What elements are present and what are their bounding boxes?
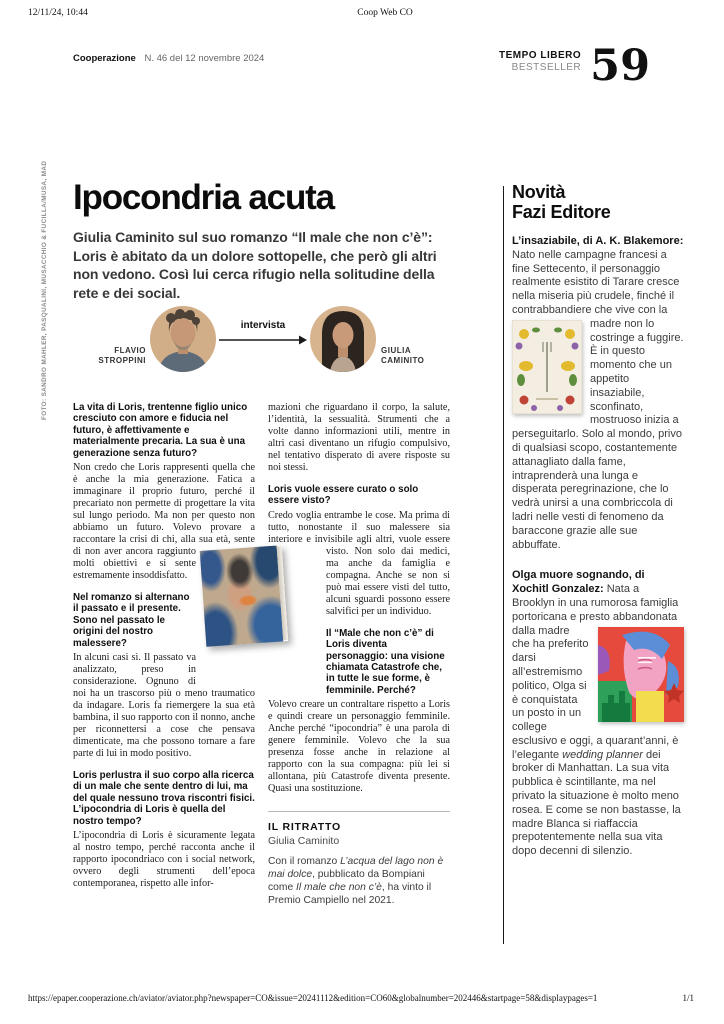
answer-4 [268, 510, 450, 618]
interviewer-photo [150, 306, 216, 372]
article-standfirst: Giulia Caminito sul suo romanzo “Il male che non c’è”: Loris è abitato da un dolore sottopelle, che però gli altri non vedono. Così lui cerca rifugio nella solitudine della rete e dei social. [73, 229, 437, 301]
olga-cover-illustration [598, 627, 684, 722]
print-page-indicator: 1/1 [682, 993, 694, 1003]
interviewee-photo [310, 306, 376, 372]
sidebar-entry-insaziabile [512, 235, 684, 552]
book-cover-il-male-che-non-ce [200, 545, 288, 646]
entry-text: Nata a Brooklyn in una rumorosa famiglia portoricana e presto abbandonata dalla madre [512, 583, 679, 637]
answer-5: Volevo creare un contraltare rispetto a Loris e quindi creare un personaggio femminile. Anche perché “ipocondria” è una parola di genere femminile. Volevo che la sua presenza fosse anche in relazione al rapporto con la sua compagna: più lei si allontana, più Catastrofe diventa presente. Quasi una sostituzione. [268, 699, 450, 795]
article-column-2 [268, 402, 450, 907]
sidebar-title-line1: Novità [512, 182, 566, 202]
print-datetime: 12/11/24, 10:44 [28, 8, 88, 18]
arrow-right-icon [219, 334, 307, 346]
sidebar-title-line2: Fazi Editore [512, 202, 611, 222]
entry-text-italic: wedding planner [562, 748, 643, 761]
photo-credit: FOTO: SANDRO MAHLER, PASQUALINI, MUSACCHIO & FUCILLA/MUSA, MAD [41, 160, 48, 420]
sidebar-entry-olga [512, 569, 684, 859]
book-title-italic: L’acqua del lago non è mai dolce [268, 856, 444, 881]
profile-text: , pubblicato da Bompiani come [268, 869, 425, 894]
question-1: La vita di Loris, trentenne figlio unico cresciuto con amore e fiducia nel futuro, è affettivamente e materialmente precaria. La sua è una generazione senza futuro? [73, 402, 248, 459]
article-title: Ipocondria acuta [73, 178, 334, 217]
article-body [73, 402, 451, 907]
issue-info: N. 46 del 12 novembre 2024 [144, 53, 265, 64]
profile-body [268, 855, 450, 907]
answer-1-text-wrap: sente di non aver ancora raggiunto molti obiettivi e si sente estremamente insoddisfatto. [73, 534, 255, 582]
entry-text-wrap: che ha preferito darsi all’estremismo politico, Olga si è conquistata un posto in un college esclusivo e oggi, a quarant’anni, è l’elegante [512, 638, 679, 761]
entry-lead: Olga muore sognando, di Xochitl Gonzalez: [512, 569, 645, 596]
question-5: Il “Male che non c’è” di Loris diventa personaggio: una visione chiamata Catastrofe che, in tutte le sue forme, è femminile. Perché? [326, 627, 445, 696]
book-cover-olga-muore-sognando [598, 627, 684, 722]
column-divider-rule [503, 186, 504, 944]
entry-text: dei broker di Manhattan. La sua vita pubblica è scintillante, ma nel privato la situazione è molto meno rosea. E come se non bastasse, la madre Blanca si riaffaccia prepotentemente nella sua vita dopo decenni di silenzio. [512, 748, 681, 858]
answer-3-part-2: mazioni che riguardano il corpo, la salute, l’identità, la sessualità. Strumenti che a volte danno informazioni utili, mentre in altri casi diventano un rifugio compulsivo, nel tentativo disperato di avere risposte su noi stessi. [268, 402, 450, 473]
book-cover-linsaziabile [512, 320, 582, 414]
print-url: https://epaper.cooperazione.ch/aviator/aviator.php?newspaper=CO&issue=20241112&edition=CO60&globalnumber=202446&startpage=58&displaypages=1 [28, 993, 598, 1003]
interviewer-name: FLAVIO STROPPINI [98, 346, 146, 365]
profile-author-name: Giulia Caminito [268, 835, 340, 848]
question-4: Loris vuole essere curato o solo essere visto? [268, 484, 419, 507]
article [73, 180, 451, 907]
entry-lead: L’insaziabile, di A. K. Blakemore: [512, 235, 684, 247]
entry-text: Nato nelle campagne francesi a fine Settecento, il personaggio realmente esistito di Tarare cresce nella miseria più crudele, finché il contrabbandiere che vive con la madre non lo [512, 248, 680, 330]
article-column-1 [73, 402, 255, 907]
subsection-name: BESTSELLER [511, 62, 582, 73]
book-cover-art [200, 546, 284, 647]
answer-2: In alcuni casi sì. Il passato va analizzato, preso in considerazione. Ognuno di noi ha un trascorso più o meno traumatico da indagare. Loris fa riemergere la sua età bambina, il suo rapporto con il nonno, anche per riconnettersi a cose che pensava dimenticate, ma che possono tornare a fare parte di lui in modo positivo. [73, 652, 255, 760]
answer-3-part-1: L’ipocondria di Loris è sicuramente legata al nostro tempo, perché racconta anche il rapporto ipocondriaco con i social network, ovvero degli strumenti dell’epoca contemporanea, rispetto alle infor- [73, 830, 255, 890]
author-profile-box [268, 811, 450, 907]
sidebar-novita [512, 182, 684, 859]
entry-text-wrap: costringe a fuggire. È in questo momento che un appetito insaziabile, sconfinato, mostruoso inizia a perseguitarlo. Solo al mondo, privo di qualsiasi scopo, costantemente attanagliato dalla fame, intraprenderà una lunga e disperata peregrinazione, che lo vedrà unirsi a una combriccola di ladri nelle vesti di fenomeno da baraccone grazie alle sue abbuffate. [512, 331, 684, 551]
page-number: 59 [590, 41, 650, 91]
print-doc-title: Coop Web CO [357, 8, 413, 18]
answer-4-text: Credo voglia entrambe le cose. Ma prima di tutto, nonostante il suo malessere sia interiore e invisibile agli altri, vuole [268, 509, 450, 545]
masthead [73, 53, 264, 64]
book-cover-anchor [203, 548, 255, 684]
woman-portrait-illustration [310, 306, 376, 372]
profile-kicker: IL RITRATTO [268, 821, 341, 834]
section-header [499, 41, 650, 91]
section-name: TEMPO LIBERO [499, 50, 582, 61]
book-title-italic: Il male che non c’è [296, 882, 382, 894]
interview-label: intervista [240, 320, 286, 331]
man-portrait-illustration [150, 306, 216, 372]
question-2: Nel romanzo si alternano il passato e il presente. Sono nel passato le origini del nostro malessere? [73, 592, 190, 649]
interview-strip [73, 306, 451, 398]
profile-text: Con il romanzo [268, 856, 341, 868]
publication-name: Cooperazione [73, 53, 136, 64]
question-3: Loris perlustra il suo corpo alla ricerca di un male che sente dentro di lui, ma del quale nessuno trova riscontri fisici. L’ipocondria di Loris è quella del nostro tempo? [73, 770, 255, 827]
answer-1 [73, 462, 255, 582]
interviewee-name: GIULIA CAMINITO [381, 346, 425, 365]
sidebar-title [512, 182, 684, 222]
answer-4-text-wrap: essere visto. Non solo dai medici, ma anche da famiglia e compagna. Anche se non si può mai essere visti del tutto, alcuni sguardi possono essere salvifici per un individuo. [326, 533, 450, 617]
profile-text: , ha vinto il Premio Campiello nel 2021. [268, 882, 432, 907]
interview-arrow-block [219, 320, 307, 351]
linsaziabile-cover-illustration [512, 320, 582, 414]
answer-1-text: Non credo che Loris rappresenti quella che è anche la mia generazione. Fatica a immaginare il proprio futuro, perché il precariato non permette di progettare la vita sul lungo periodo. Ma non per questo non abbiamo un futuro. Volevo provare a raccontare la crisi di chi, alla sua età, [73, 462, 255, 546]
